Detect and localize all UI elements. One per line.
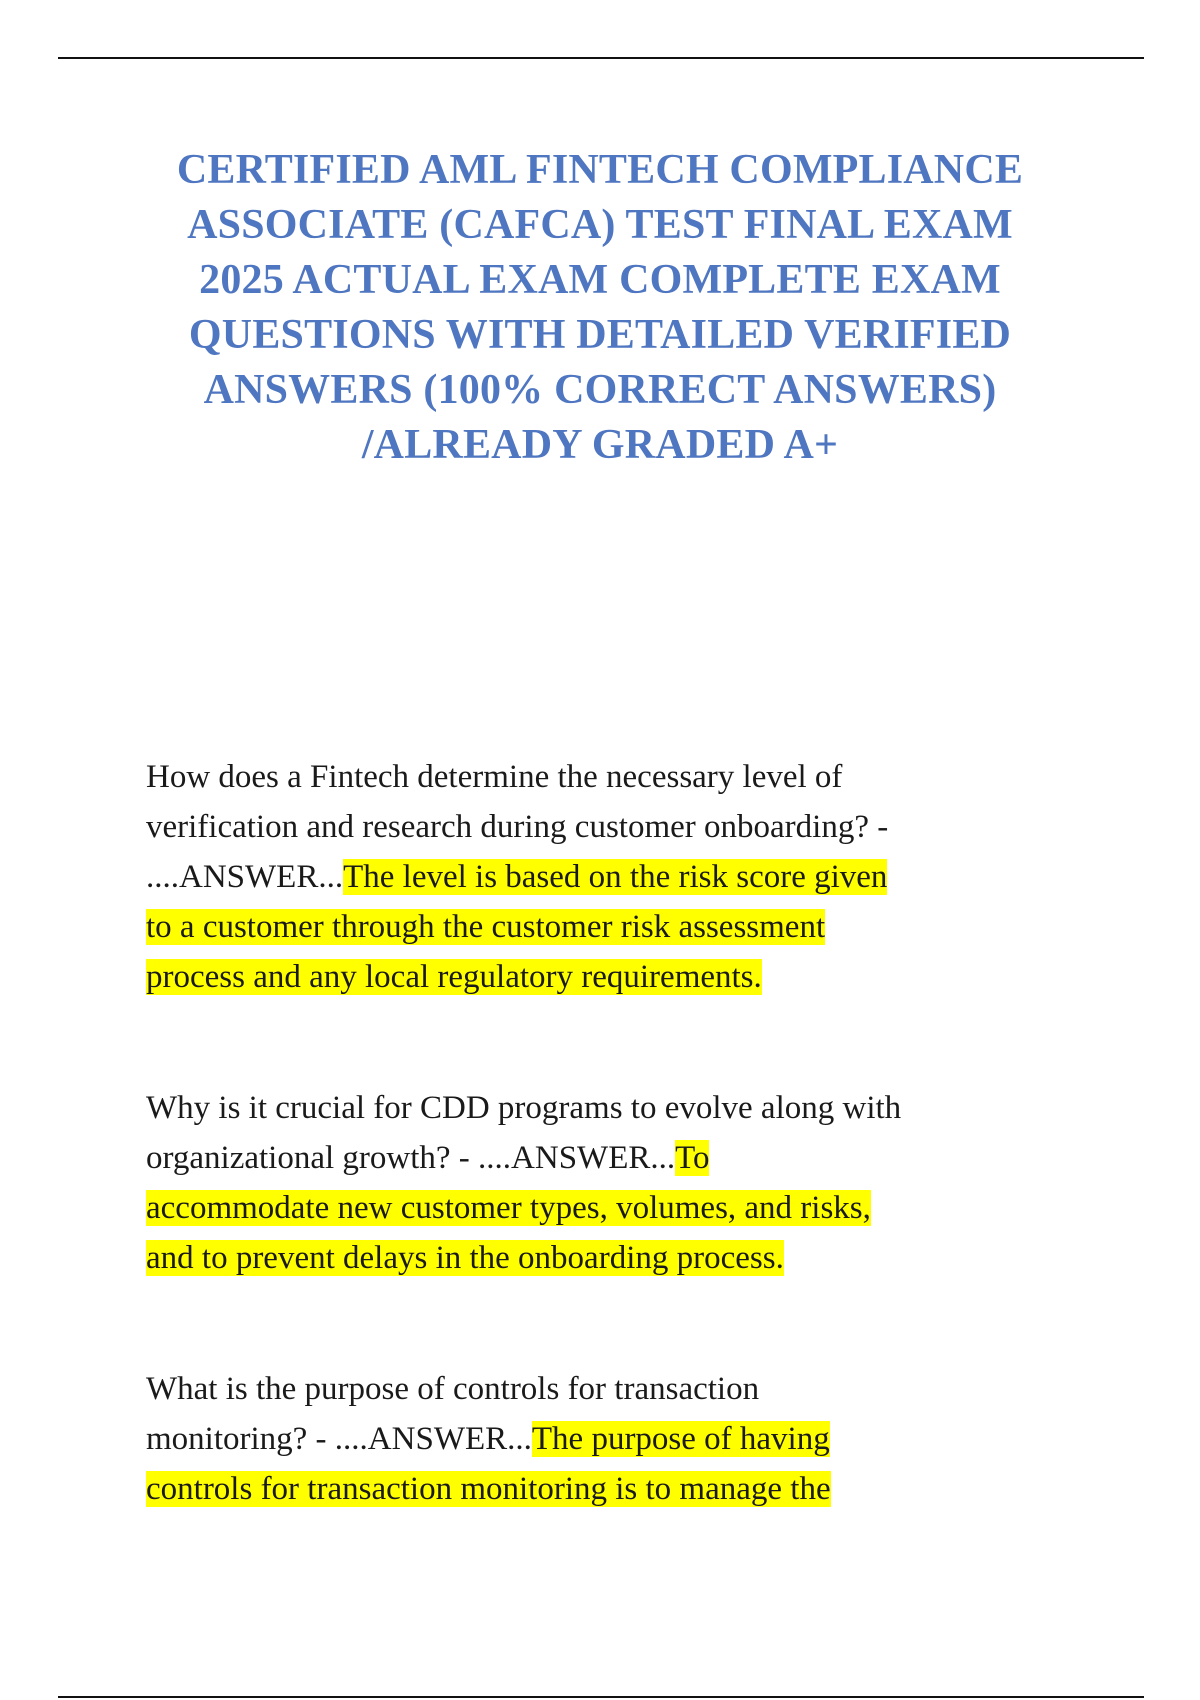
qa-item-1 — [146, 752, 1076, 1002]
header-rule — [58, 57, 1144, 59]
document-title — [130, 143, 1070, 473]
footer-rule — [58, 1696, 1144, 1698]
answer-highlight: controls for transaction monitoring is to manage the — [146, 1471, 831, 1507]
answer-highlight: The level is based on the risk score given — [343, 859, 888, 895]
question-text: How does a Fintech determine the necessary level of — [146, 759, 843, 795]
qa-line — [146, 1364, 1076, 1414]
title-line: /ALREADY GRADED A+ — [361, 422, 839, 468]
qa-line — [146, 902, 1076, 952]
qa-line — [146, 852, 1076, 902]
qa-item-3 — [146, 1364, 1076, 1514]
answer-prefix: ....ANSWER... — [146, 859, 344, 895]
title-line: ANSWERS (100% CORRECT ANSWERS) — [203, 367, 997, 413]
answer-highlight: process and any local regulatory requirements. — [146, 959, 762, 995]
qa-line — [146, 1133, 1076, 1183]
answer-highlight: To — [675, 1140, 710, 1176]
qa-line — [146, 752, 1076, 802]
qa-item-2 — [146, 1083, 1076, 1283]
answer-highlight: to a customer through the customer risk assessment — [146, 909, 826, 945]
title-line: 2025 ACTUAL EXAM COMPLETE EXAM — [199, 257, 1001, 303]
title-line: QUESTIONS WITH DETAILED VERIFIED — [188, 312, 1012, 358]
question-text: What is the purpose of controls for transaction — [146, 1371, 760, 1407]
qa-line — [146, 1414, 1076, 1464]
answer-prefix: organizational growth? - ....ANSWER... — [146, 1140, 676, 1176]
title-line: ASSOCIATE (CAFCA) TEST FINAL EXAM — [187, 202, 1013, 248]
qa-line — [146, 802, 1076, 852]
qa-line — [146, 1464, 1076, 1514]
answer-prefix: monitoring? - ....ANSWER... — [146, 1421, 532, 1457]
title-line: CERTIFIED AML FINTECH COMPLIANCE — [176, 147, 1024, 193]
answer-highlight: and to prevent delays in the onboarding process. — [146, 1240, 784, 1276]
qa-line — [146, 952, 1076, 1002]
qa-line — [146, 1083, 1076, 1133]
question-text: verification and research during customer onboarding? - — [146, 809, 889, 845]
answer-highlight: The purpose of having — [531, 1421, 830, 1457]
answer-highlight: accommodate new customer types, volumes, and risks, — [146, 1190, 871, 1226]
question-text: Why is it crucial for CDD programs to evolve along with — [146, 1090, 902, 1126]
qa-line — [146, 1183, 1076, 1233]
qa-line — [146, 1233, 1076, 1283]
